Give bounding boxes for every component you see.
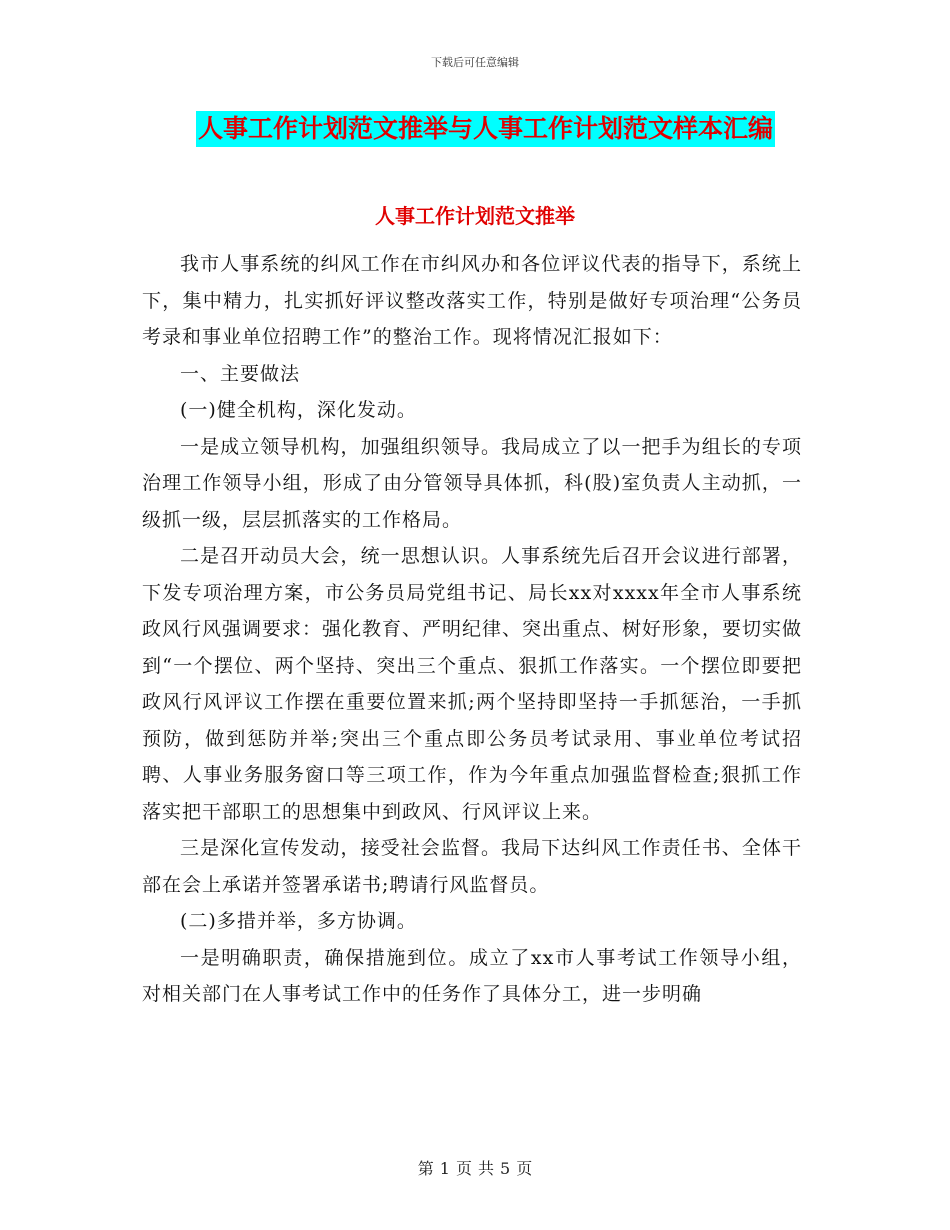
page-current: 1: [439, 1159, 450, 1178]
paragraph-intro: 我市人事系统的纠风工作在市纠风办和各位评议代表的指导下，系统上下，集中精力，扎实抓好评议整改落实工作，特别是做好专项治理“公务员考录和事业单位招聘工作”的整治工作。现将情况汇报如下：: [142, 253, 802, 348]
paragraph-publicity: 三是深化宣传发动，接受社会监督。我局下达纠风工作责任书、全体干部在会上承诺并签署承诺书;聘请行风监督员。: [142, 837, 802, 896]
page-label-prefix: 第: [417, 1159, 434, 1178]
paragraph-responsibilities: 一是明确职责，确保措施到位。成立了xx市人事考试工作领导小组，对相关部门在人事考试工作中的任务作了具体分工，进一步明确: [142, 946, 802, 1005]
document-body: [142, 246, 802, 1013]
document-sub-title: 人事工作计划范文推举: [375, 204, 575, 228]
paragraph-leadership: 一是成立领导机构，加强组织领导。我局成立了以一把手为组长的专项治理工作领导小组，形成了由分管领导具体抓，科(股)室负责人主动抓，一级抓一级，层层抓落实的工作格局。: [142, 435, 802, 531]
page-label-suffix: 页: [516, 1159, 533, 1178]
page-label-total-prefix: 共: [478, 1159, 495, 1178]
subheading-1: (一)健全机构，深化发动。: [180, 399, 417, 421]
subheading-2: (二)多措并举，多方协调。: [180, 910, 417, 932]
heading-main-practices: 一、主要做法: [180, 362, 301, 385]
page-total: 5: [500, 1159, 511, 1178]
page-number-footer: [0, 1156, 950, 1179]
header-note: 下载后可任意编辑: [431, 56, 519, 69]
document-main-title: 人事工作计划范文推举与人事工作计划范文样本汇编: [196, 111, 775, 147]
page-label-mid: 页: [455, 1159, 472, 1178]
paragraph-mobilization: 二是召开动员大会，统一思想认识。人事系统先后召开会议进行部署，下发专项治理方案，市公务员局党组书记、局长xx对xxxx年全市人事系统政风行风强调要求：强化教育、严明纪律、突出重点、树好形象，要切实做到“一个摆位、两个坚持、突出三个重点、狠抓工作落实。一个摆位即要把政风行风评议工作摆在重要位置来抓;两个坚持即坚持一手抓惩治，一手抓预防，做到惩防并举;突出三个重点即公务员考试录用、事业单位考试招聘、人事业务服务窗口等三项工作，作为今年重点加强监督检查;狠抓工作落实把干部职工的思想集中到政风、行风评议上来。: [142, 545, 803, 823]
